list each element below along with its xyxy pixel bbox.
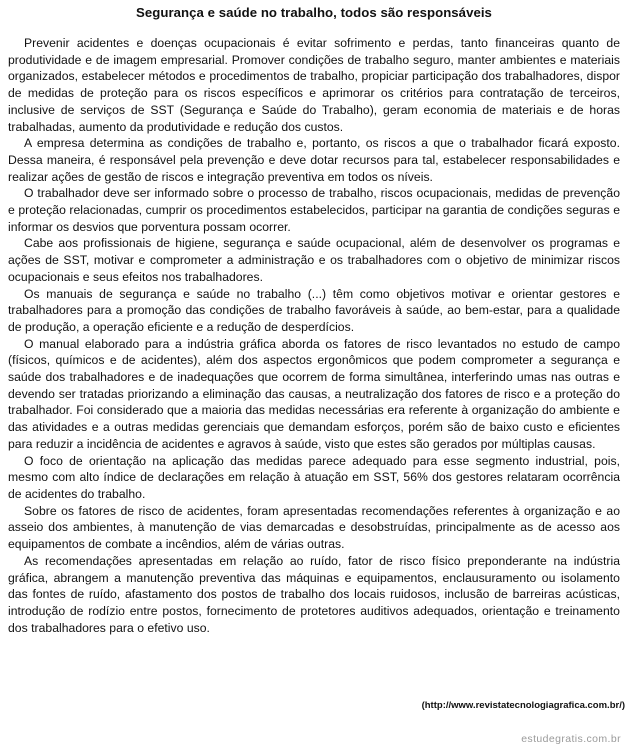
paragraph: Prevenir acidentes e doenças ocupacionais é evitar sofrimento e perdas, tanto financeiras quanto de produtividade e de imagem empresarial. Promover condições de trabalho seguro, manter ambientes e materiais organizados, estabelecer métodos e procedimentos de trabalho, propiciar participação dos trabalhadores, dispor de medidas de proteção para os riscos específicos e aprimorar os critérios para contratação de terceiros, inclusive de serviços de SST (Segurança e Saúde do Trabalho), geram economia de materiais e de horas trabalhadas, aumento da produtividade e redução dos custos. <box>8 36 620 134</box>
article-body <box>8 35 620 636</box>
paragraph: As recomendações apresentadas em relação ao ruído, fator de risco físico preponderante na indústria gráfica, abrangem a manutenção preventiva das máquinas e equipamentos, enclausuramento ou isolamento das fontes de ruído, afastamento dos postos de trabalho dos locais ruidosos, inclusão de barreiras acústicas, introdução de rodízio entre postos, fornecimento de protetores auditivos adequados, orientação e treinamento dos trabalhadores para o efetivo uso. <box>8 553 620 635</box>
source-citation: (http://www.revistatecnologiagrafica.com.br/) <box>421 700 625 711</box>
paragraph: Sobre os fatores de risco de acidentes, foram apresentadas recomendações referentes à organização e ao asseio dos ambientes, à manutenção de vias demarcadas e desobstruídas, principalmente as de acesso aos equipamentos de combate a incêndios, além de várias outras. <box>8 503 620 552</box>
paragraph: O trabalhador deve ser informado sobre o processo de trabalho, riscos ocupacionais, medidas de prevenção e proteção relacionadas, cumprir os procedimentos estabelecidos, participar na garantia de condições seguras e informar os desvios que porventura possam ocorrer. <box>8 186 620 234</box>
paragraph: O foco de orientação na aplicação das medidas parece adequado para esse segmento industrial, pois, mesmo com alto índice de declarações em relação à atuação em SST, 56% dos gestores relataram ocorrência de acidentes do trabalho. <box>8 453 620 501</box>
paragraph: Cabe aos profissionais de higiene, segurança e saúde ocupacional, além de desenvolver os programas e ações de SST, motivar e comprometer a administração e os trabalhadores com o objetivo de minimizar riscos ocupacionais e seus efeitos nos trabalhadores. <box>8 236 620 284</box>
paragraph: A empresa determina as condições de trabalho e, portanto, os riscos a que o trabalhador ficará exposto. Dessa maneira, é responsável pela prevenção e deve dotar recursos para tal, estabelecer responsabilidades e realizar ações de gestão de riscos e integração preventiva em todos os níveis. <box>8 136 620 184</box>
paragraph: O manual elaborado para a indústria gráfica aborda os fatores de risco levantados no estudo de campo (físicos, químicos e de acidentes), além dos aspectos ergonômicos que podem comprometer a segurança e saúde dos trabalhadores e de inadequações que ocorrem de forma simultânea, interferindo umas nas outras e devendo ser tratadas priorizando a eliminação das causas, a neutralização dos fatores de risco e a proteção do trabalhador. Foi considerado que a maioria das medidas necessárias era referente à organização do ambiente e das atividades e a outras medidas gerenciais que demandam esforços, porém são de baixo custo e eficientes para reduzir a incidência de acidentes e agravos à saúde, visto que estes são gerados por múltiplas causas. <box>8 336 620 451</box>
document-page <box>8 4 620 636</box>
watermark: estudegratis.com.br <box>521 733 621 745</box>
paragraph: Os manuais de segurança e saúde no trabalho (...) têm como objetivos motivar e orientar gestores e trabalhadores para a promoção das condições de trabalho favoráveis à saúde, ao bem-estar, para a qualidade de produção, a operação eficiente e a redução de desperdícios. <box>8 286 620 334</box>
document-title: Segurança e saúde no trabalho, todos são responsáveis <box>136 5 492 20</box>
